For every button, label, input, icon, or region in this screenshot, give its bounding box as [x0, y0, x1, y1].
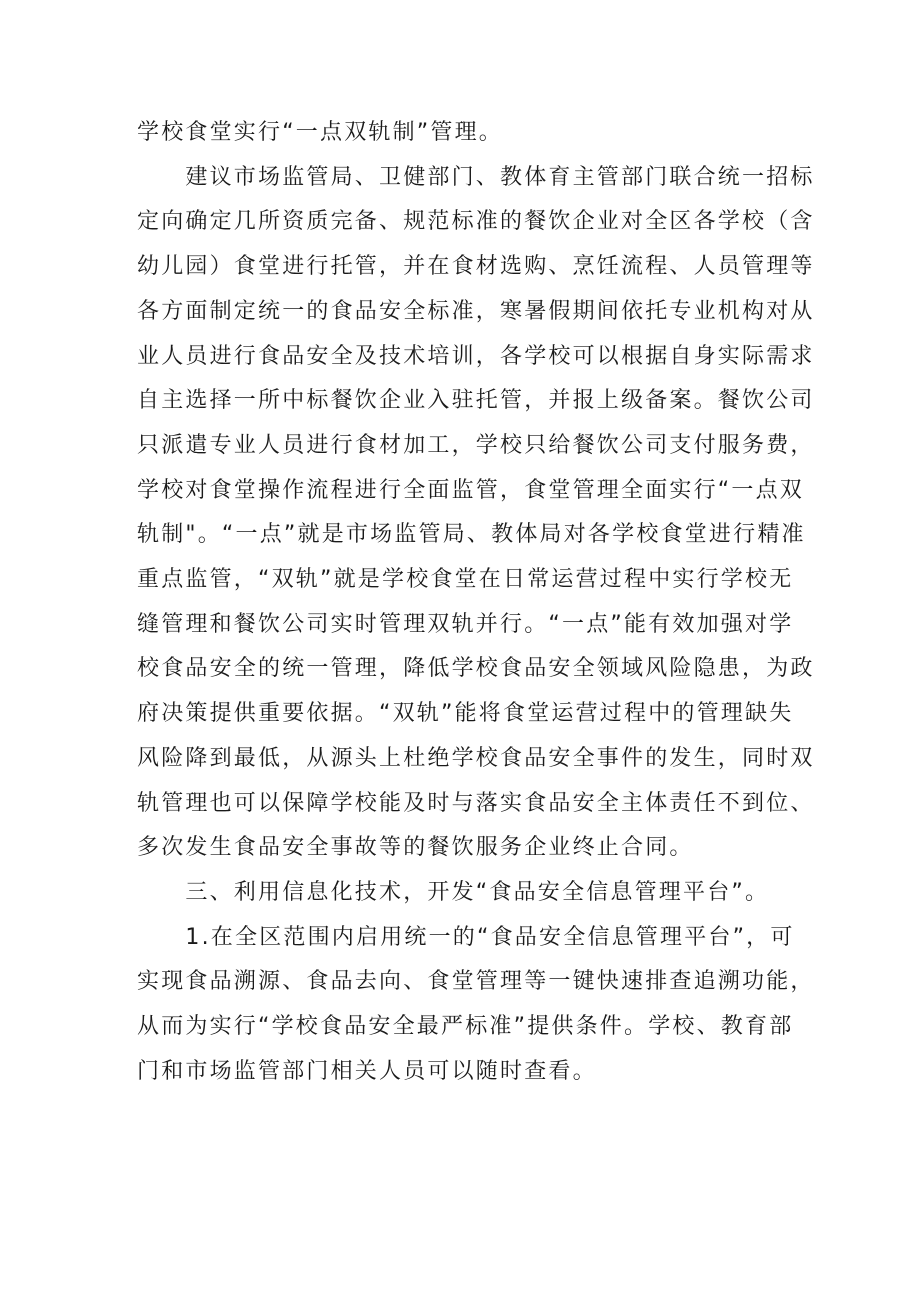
text-line: 实现食品溯源、食品去向、食堂管理等一键快速排查追溯功能，	[137, 969, 815, 995]
text-line: 学校对食堂操作流程进行全面监管，食堂管理全面实行“一点双	[137, 477, 804, 503]
text-line: 轨制"。“一点”就是市场监管局、教体局对各学校食堂进行精准	[137, 522, 806, 548]
text-line: 多次发生食品安全事故等的餐饮服务企业终止合同。	[137, 835, 694, 861]
text-line: 府决策提供重要依据。“双轨”能将食堂运营过程中的管理缺失	[137, 701, 794, 727]
text-line: 业人员进行食品安全及技术培训，各学校可以根据自身实际需求	[137, 343, 815, 369]
text-line: 只派遣专业人员进行食材加工，学校只给餐饮公司支付服务费，	[137, 432, 815, 458]
section-heading: 三、利用信息化技术，开发“食品安全信息管理平台”。	[137, 879, 770, 905]
text-line: 定向确定几所资质完备、规范标准的餐饮企业对全区各学校（含	[137, 209, 815, 235]
text-line: 重点监管，“双轨”就是学校食堂在日常运营过程中实行学校无	[137, 567, 794, 593]
text-line: 幼儿园）食堂进行托管，并在食材选购、烹饪流程、人员管理等	[137, 254, 815, 280]
text-line: 轨管理也可以保障学校能及时与落实食品安全主体责任不到位、	[137, 790, 815, 816]
text-line: 学校食堂实行“一点双轨制”管理。	[137, 120, 503, 145]
document-body	[137, 111, 815, 1094]
text-line: 缝管理和餐饮公司实时管理双轨并行。“一点”能有效加强对学	[137, 611, 794, 637]
text-line: 从而为实行“学校食品安全最严标准”提供条件。学校、教育部	[137, 1014, 794, 1040]
text-line: 自主选择一所中标餐饮企业入驻托管，并报上级备案。餐饮公司	[137, 388, 815, 414]
text-line: 建议市场监管局、卫健部门、教体育主管部门联合统一招标	[137, 164, 815, 190]
text-line: 门和市场监管部门相关人员可以随时查看。	[137, 1058, 597, 1084]
text-line: 各方面制定统一的食品安全标准，寒暑假期间依托专业机构对从	[137, 298, 815, 324]
text-line: 1.在全区范围内启用统一的“食品安全信息管理平台”，可	[137, 924, 795, 950]
text-line: 校食品安全的统一管理，降低学校食品安全领域风险隐患，为政	[137, 656, 815, 682]
text-line: 风险降到最低，从源头上杜绝学校食品安全事件的发生，同时双	[137, 745, 815, 771]
